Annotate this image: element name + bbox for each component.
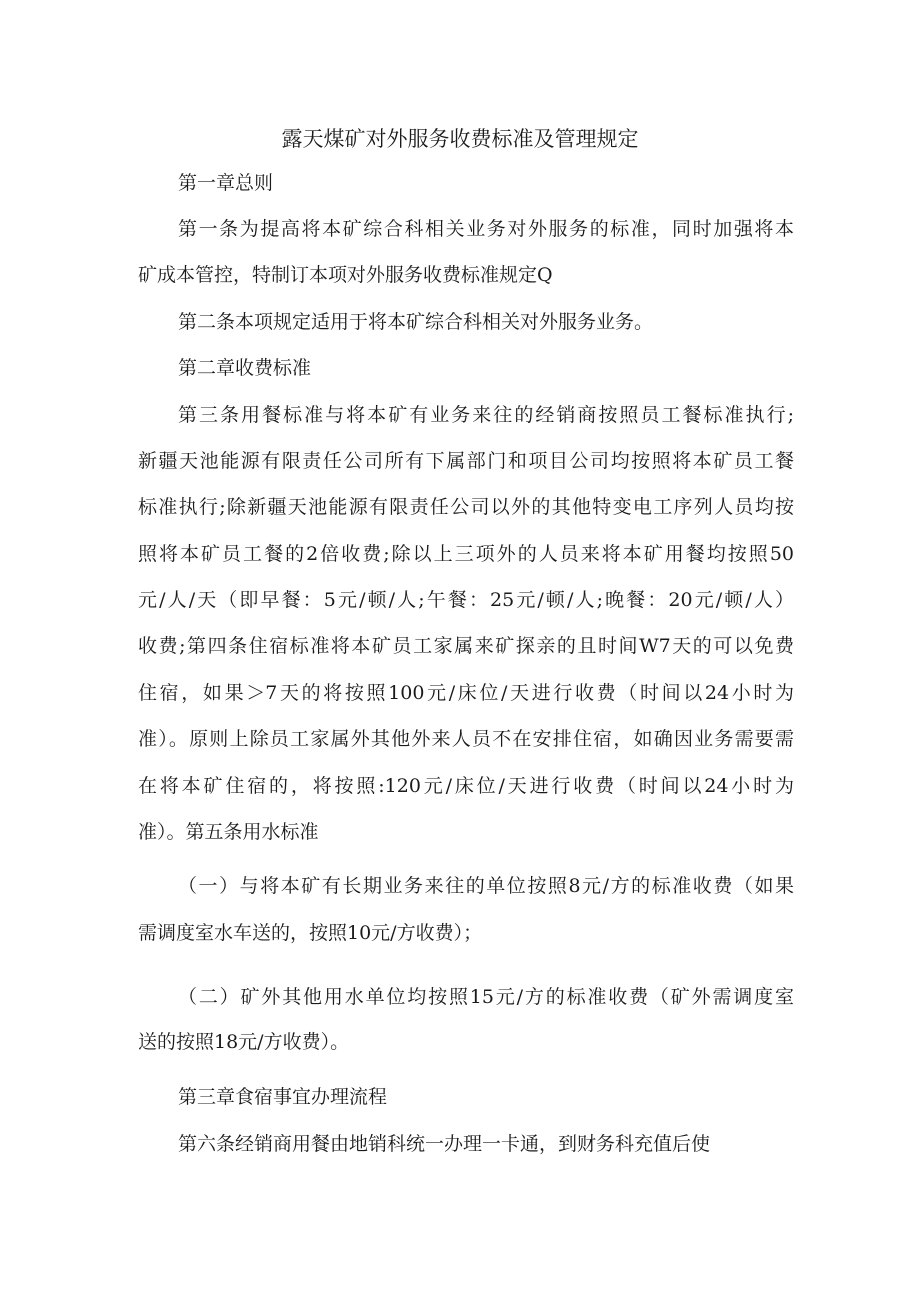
paragraph-line: （二）矿外其他用水单位均按照15元/方的标准收费（矿外需调度室 <box>178 986 794 1008</box>
paragraph-line: 元/人/天（即早餐：5元/顿/人;午餐：25元/顿/人;晚餐：20元/顿/人） <box>138 589 794 611</box>
paragraph-line: 第六条经销商用餐由地销科统一办理一卡通，到财务科充值后使 <box>178 1133 711 1155</box>
paragraph-line: （一）与将本矿有长期业务来往的单位按照8元/方的标准收费（如果 <box>178 875 794 897</box>
paragraph-line: 住宿，如果＞7天的将按照100元/床位/天进行收费（时间以24小时为 <box>138 682 794 704</box>
paragraph-line: 准）。原则上除员工家属外其他外来人员不在安排住宿，如确因业务需要需 <box>138 728 794 750</box>
paragraph-line: 第一条为提高将本矿综合科相关业务对外服务的标准，同时加强将本 <box>178 218 794 240</box>
paragraph-line: 第三条用餐标准与将本矿有业务来往的经销商按照员工餐标准执行; <box>178 404 794 426</box>
paragraph-line: 新疆天池能源有限责任公司所有下属部门和项目公司均按照将本矿员工餐 <box>138 450 794 472</box>
paragraph-line: 在将本矿住宿的，将按照:120元/床位/天进行收费（时间以24小时为 <box>138 775 794 797</box>
paragraph-line: 送的按照18元/方收费）。 <box>138 1031 350 1053</box>
document-title: 露天煤矿对外服务收费标准及管理规定 <box>281 127 639 151</box>
paragraph-line: 需调度室水车送的，按照10元/方收费）； <box>138 922 483 944</box>
paragraph-line: 照将本矿员工餐的2倍收费;除以上三项外的人员来将本矿用餐均按照50 <box>138 543 794 565</box>
paragraph-line: 收费;第四条住宿标准将本矿员工家属来矿探亲的且时间W7天的可以免费 <box>138 635 794 657</box>
chapter-heading: 第二章收费标准 <box>178 357 312 379</box>
paragraph-line: 矿成本管控，特制订本项对外服务收费标准规定Q <box>138 264 553 286</box>
paragraph-line: 准）。第五条用水标准 <box>138 821 319 843</box>
paragraph-line: 标准执行;除新疆天池能源有限责任公司以外的其他特变电工序列人员均按 <box>138 496 794 518</box>
chapter-heading: 第一章总则 <box>178 172 274 194</box>
paragraph-line: 第二条本项规定适用于将本矿综合科相关对外服务业务。 <box>178 311 654 333</box>
chapter-heading: 第三章食宿事宜办理流程 <box>178 1086 388 1108</box>
